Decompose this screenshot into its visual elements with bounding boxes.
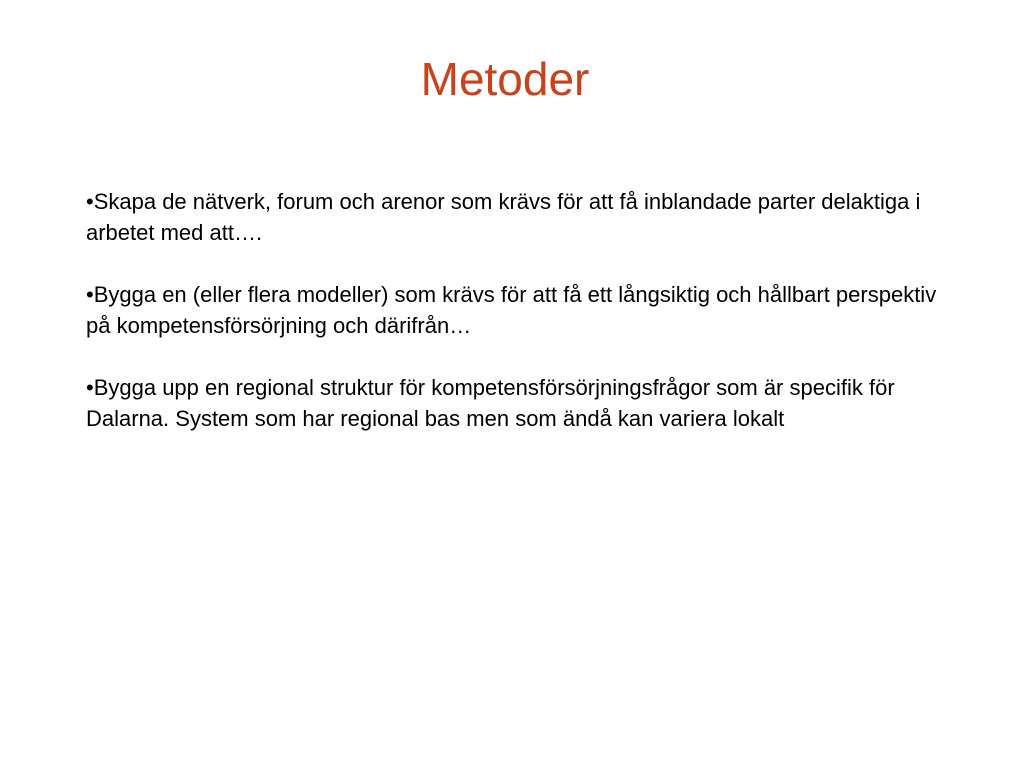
- bullet-item: •Skapa de nätverk, forum och arenor som krävs för att få inblandade parter delaktiga i arbetet med att….: [86, 189, 921, 245]
- bullet-item: •Bygga upp en regional struktur för kompetensförsörjningsfrågor som är specifik för Dalarna. System som har regional bas men som ändå kan variera lokalt: [86, 375, 895, 431]
- bullet-item: •Bygga en (eller flera modeller) som krävs för att få ett långsiktig och hållbart perspektiv på kompetensförsörjning och därifrån…: [86, 282, 937, 338]
- slide-title: Metoder: [420, 53, 590, 105]
- slide-content: [86, 186, 966, 434]
